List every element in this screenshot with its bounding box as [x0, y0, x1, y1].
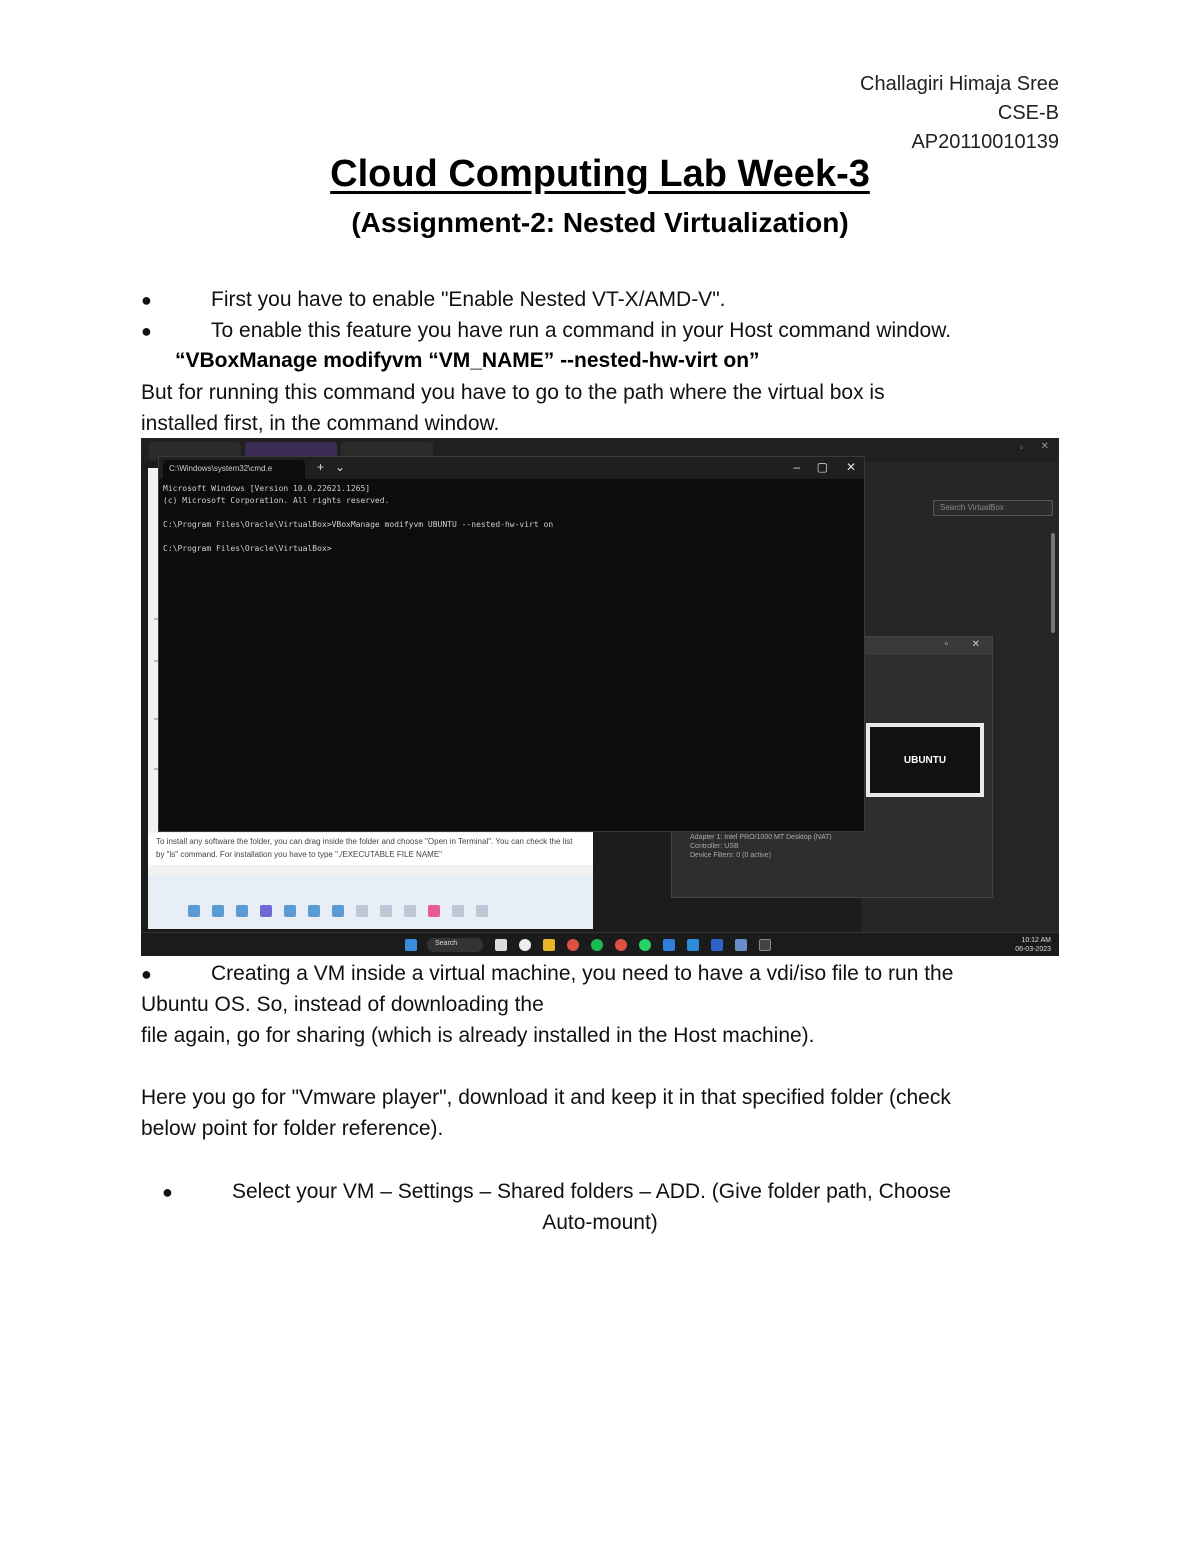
bullet-icon: ●: [141, 964, 152, 984]
virtualbox-icon: [735, 939, 747, 951]
cmd-line: [163, 531, 553, 543]
tray-date: 06-03-2023: [1015, 946, 1051, 953]
taskbar-search: Search: [427, 938, 483, 952]
file-icon: [236, 905, 248, 917]
cmd-tab: C:\Windows\system32\cmd.e: [163, 460, 305, 479]
new-tab-icon: +: [317, 460, 325, 474]
vm-details: [690, 833, 832, 860]
chrome-icon: [615, 939, 627, 951]
window-minimize-icon: ▫: [1019, 442, 1023, 452]
cmd-line: Microsoft Windows [Version 10.0.22621.1265]: [163, 484, 371, 493]
doc-text-strip: [148, 833, 593, 865]
task-view-icon: [495, 939, 507, 951]
bullet-item-enable-nested: [141, 284, 725, 316]
chrome-icon: [567, 939, 579, 951]
chevron-down-icon: ⌄: [335, 460, 346, 474]
bullet-item-create-vm: [141, 958, 953, 990]
file-icon: [212, 905, 224, 917]
bullet-text: To enable this feature you have run a command in your Host command window.: [211, 319, 952, 342]
bullet-item-run-command: [141, 315, 951, 347]
vm-preview: [866, 723, 984, 797]
file-icon: [308, 905, 320, 917]
bullet-icon: ●: [141, 290, 152, 310]
tray-time: 10:12 AM: [1021, 937, 1051, 944]
cmd-titlebar: [159, 457, 864, 479]
file-icon: [404, 905, 416, 917]
window-minimize-icon: –: [793, 460, 800, 474]
bullet-item-settings: [162, 1176, 951, 1208]
file-icon: [260, 905, 272, 917]
file-icon: [284, 905, 296, 917]
author-name: Challagiri Himaja Sree: [860, 73, 1059, 95]
paragraph-line: below point for folder reference).: [141, 1117, 444, 1140]
window-maximize-icon: ▫: [944, 639, 948, 650]
cmd-output: [163, 483, 553, 555]
file-icon: [332, 905, 344, 917]
vscode-icon: [687, 939, 699, 951]
author-roll-no: AP20110010139: [911, 131, 1059, 153]
page-title: Cloud Computing Lab Week-3: [330, 153, 870, 195]
file-icon: [188, 905, 200, 917]
paragraph-share: file again, go for sharing (which is already installed in the Host machine).: [141, 1024, 815, 1047]
app-icon: [519, 939, 531, 951]
screenshot-image: [141, 438, 1059, 956]
paragraph-line: Here you go for "Vmware player", download it and keep it in that specified folder (check: [141, 1086, 951, 1109]
doc-strip-line: by "ls" command. For installation you have to type "./EXECUTABLE FILE NAME": [156, 850, 442, 859]
vm-detail-line: Controller: USB: [690, 843, 739, 850]
page-subtitle: (Assignment-2: Nested Virtualization): [351, 207, 849, 238]
bullet-icon: ●: [141, 321, 152, 341]
bullet-continuation: Auto-mount): [542, 1211, 658, 1234]
cmd-line: C:\Program Files\Oracle\VirtualBox>: [163, 544, 332, 553]
paragraph-vmware: [141, 1082, 951, 1144]
window-close-icon: ✕: [1040, 441, 1049, 452]
bullet-text: First you have to enable "Enable Nested VT-X/AMD-V".: [211, 288, 726, 311]
vbox-search-input: Search VirtualBox: [933, 500, 1053, 516]
windows-taskbar: [141, 932, 1059, 956]
doc-strip-line: To install any software the folder, you can drag inside the folder and choose "Open in Terminal". You can check the list: [156, 837, 573, 846]
cmd-line: C:\Program Files\Oracle\VirtualBox>VBoxManage modifyvm UBUNTU --nested-hw-virt on: [163, 520, 554, 529]
file-icon: [452, 905, 464, 917]
app-icon: [711, 939, 723, 951]
window-close-icon: ✕: [845, 460, 856, 474]
file-icon: [380, 905, 392, 917]
cmd-line: (c) Microsoft Corporation. All rights reserved.: [163, 496, 390, 505]
terminal-icon: [759, 939, 771, 951]
bullet-icon: ●: [162, 1182, 173, 1202]
paragraph-path: [141, 377, 885, 439]
author-section: CSE-B: [997, 102, 1059, 124]
author-info: [860, 70, 1059, 157]
command-prompt-window: [158, 456, 865, 832]
vm-detail-line: Adapter 1: Intel PRO/1000 MT Desktop (NAT): [690, 834, 832, 841]
whatsapp-icon: [639, 939, 651, 951]
explorer-window: [148, 875, 593, 929]
command-text: “VBoxManage modifyvm “VM_NAME” --nested-hw-virt on”: [175, 349, 760, 372]
vm-detail-line: Device Filters: 0 (0 active): [690, 852, 771, 859]
scrollbar: [1051, 533, 1055, 633]
bullet-text: Select your VM – Settings – Shared folders – ADD. (Give folder path, Choose: [232, 1180, 952, 1203]
folder-icon: [543, 939, 555, 951]
spotify-icon: [591, 939, 603, 951]
windows-start-icon: [405, 939, 417, 951]
file-icon: [476, 905, 488, 917]
app-icon: [663, 939, 675, 951]
system-tray: [1015, 936, 1051, 954]
window-maximize-icon: ▢: [816, 460, 828, 474]
window-close-icon: ✕: [971, 639, 980, 650]
paragraph-line: installed first, in the command window.: [141, 412, 500, 435]
paragraph-line: But for running this command you have to go to the path where the virtual box is: [141, 381, 885, 404]
vm-preview-label: UBUNTU: [870, 727, 980, 793]
file-icon: [428, 905, 440, 917]
bullet-continuation: Ubuntu OS. So, instead of downloading the: [141, 993, 544, 1016]
file-icon: [356, 905, 368, 917]
cmd-line: [163, 507, 553, 519]
bullet-text: Creating a VM inside a virtual machine, you need to have a vdi/iso file to run the: [211, 962, 954, 985]
